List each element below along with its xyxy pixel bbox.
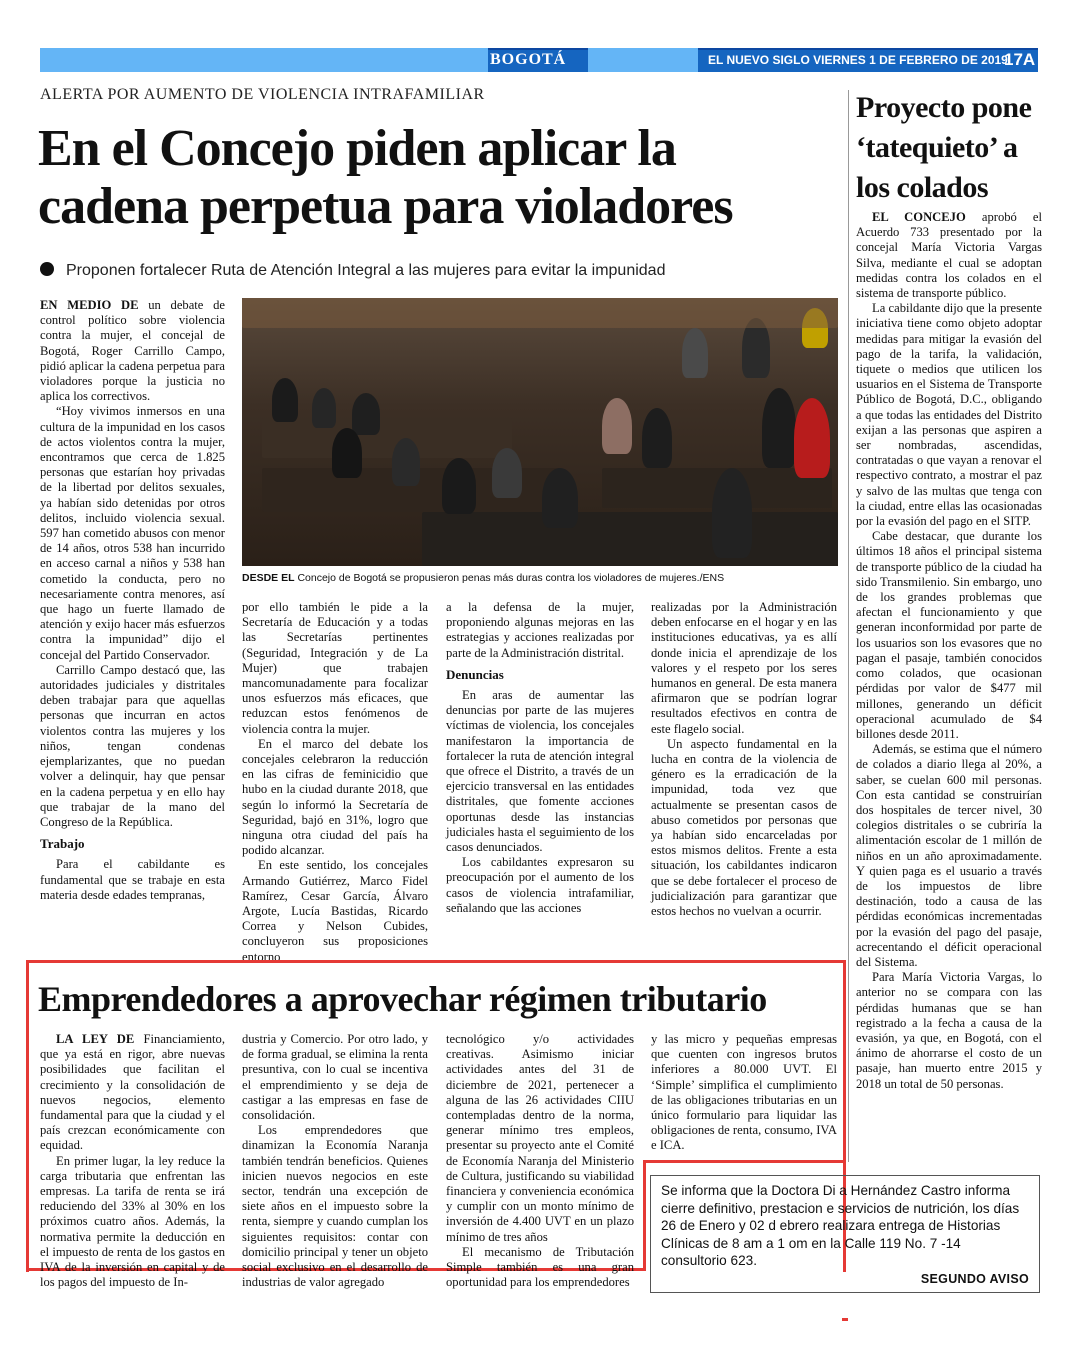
article-headline: En el Concejo piden aplicar la cadena perpetua para violadores (38, 120, 733, 235)
emprendedores-column-4 (651, 1032, 837, 1156)
article-paragraph: realizadas por la Administración deben enfocarse en el hogar y en las instituciones educativas, ya es allí donde inicia el aprendizaje de los valores y el respeto por los seres humanos en general. De esta manera afirmaron que se podrían lograr resultados efectivos en contra de este flagelo social. (651, 600, 837, 736)
article-paragraph: dustria y Comercio. Por otro lado, y de forma gradual, se elimina la renta presuntiva, con lo cual se incentiva el emprendimiento y se deja de castigar a las empresas en fase de consolidación. (242, 1032, 428, 1123)
article-paragraph: La cabildante dijo que la presente iniciativa tiene como objeto adoptar medidas para mitigar la evasión del pago de la tarifa, la validación, tiquete o medios que utilicen los usuarios en el Sistema de Transporte Público de Bogotá, D.C., obligando a que todas las entidades del Distrito exijan a las personas que aspiren a ser nombradas, ascendidas, contratadas o que vayan a renovar el respectivo contrato, a mostrar el paz y salvo de las multas que tenga con la ciudad, entre ellas las ocasionadas por la evasión del pago en el SITP. (856, 301, 1042, 529)
section-header-band-left (40, 48, 488, 72)
sidebar-headline: Proyecto pone ‘tatequieto’ a los colados (856, 91, 1032, 204)
article-subhead-text: Proponen fortalecer Ruta de Atención Integral a las mujeres para evitar la impunidad (66, 262, 666, 279)
article-paragraph: En este sentido, los concejales Armando Gutiérrez, Marco Fidel Ramírez, Cesar García, Álvaro Argote, Lucía Bastidas, Ricardo Correa y Nelson Cubides, concluyeron sus proposiciones entorno (242, 858, 428, 964)
emprendedores-column-3 (446, 1032, 634, 1290)
article-paragraph: y las micro y pequeñas empresas que cuenten con ingresos brutos inferiores a 80.000 UVT. El ‘Simple’ simplifica el cumplimiento de las obligaciones tributarias en un único formulario para liquidar las obligaciones de renta, consumo, IVA e ICA. (651, 1032, 837, 1153)
notice-text: Se informa que la Doctora Di a Hernández Castro informa cierre definitivo, prestacion e servicios de nutrición, los días 26 de Enero y 02 d ebrero realizara entrega de Historias Clínicas de 8 am a 1 om en la Calle 119 No. 7 -14 consultorio 623. (661, 1183, 1020, 1268)
article-paragraph: En aras de aumentar las denuncias por parte de las mujeres víctimas de violencia, los concejales manifestaron la importancia de fortalecer la ruta de atención integral que ofrece el Distrito, a través de un ejercicio transversal en las entidades distritales, que fomente acciones oportunas desde las instancias judiciales hasta el seguimiento de los casos denunciados. (446, 688, 634, 855)
notice-signature: SEGUNDO AVISO (920, 1271, 1029, 1286)
article-paragraph: Para María Victoria Vargas, lo anterior no se compara con las pérdidas humanas que se han registrado a la fecha a causa de la evasión, ya que, en Bogotá, con el ánimo de ahorrarse el costo de un pasaje, han muerto entre 2015 y 2018 un total de 50 personas. (856, 970, 1042, 1091)
highlight-box-edge (843, 960, 846, 1163)
article-paragraph: En primer lugar, la ley reduce la carga tributaria que enfrentan las empresas. La tarifa de renta se irá reduciendo del 33% al 30% en los próximos cuatro años. Además, la normativa permite la deducción en el impuesto de renta de los gastos en IVA de la inversión en capital y de los pagos del impuesto de In- (40, 1153, 225, 1290)
article-paragraph: “Hoy vivimos inmersos en una cultura de la impunidad en los casos de actos violentos contra la mujer, encontramos que cerca de 1.825 personas que estarían hoy privadas de la libertad por delitos sexuales, ya habían sido detenidas por otros delitos, incluido violencia sexual. 597 han cometido abusos con menor de 14 años, otros 538 han incurrido en acceso carnal a niños y 538 han cometido la conducta, pero no necesariamente contra menores, así que hago un fuerte llamado de atención y exijo hacer más esfuerzos contra la impunidad” dijo el concejal del Partido Conservador. (40, 404, 225, 662)
classified-notice (650, 1175, 1040, 1293)
article-paragraph: El mecanismo de Tributación Simple también es una gran oportunidad para los emprendedores (446, 1244, 634, 1290)
article-paragraph: Un aspecto fundamental en la lucha en contra de la violencia de género es la erradicación de la impunidad, toda vez que actualmente se presentan casos de abuso cometidos por personas que ya habían sido encarceladas por estos mismos delitos. Frente a esta situación, los cabildantes indicaron que se debe fortalecer el proceso de judicialización para garantizar que estos hechos no vuelvan a ocurrir. (651, 736, 837, 919)
article-lead: EN MEDIO DE (40, 298, 139, 312)
page-number: 17A (1004, 50, 1036, 69)
sidebar-body (856, 210, 1042, 1160)
highlight-mark (842, 1318, 848, 1321)
article-subhead (40, 262, 665, 280)
article-subheading: Denuncias (446, 666, 504, 682)
section-name: BOGOTÁ (490, 51, 567, 68)
sidebar-divider (848, 90, 849, 1162)
council-session-photo (242, 298, 838, 566)
article-paragraph: por ello también le pide a la Secretaría de Educación y a todas las Secretarías pertinentes (Seguridad, Integración y de La Mujer) que trabajen mancomunadamente para focalizar unos esfuerzos más eficaces, que reduzcan estos fenómenos de violencia contra la mujer. (242, 600, 428, 736)
article-paragraph (40, 1032, 225, 1154)
article-paragraph: a la defensa de la mujer, proponiendo algunas mejoras en las estrategias y acciones realizadas por parte de la Administración distrital. (446, 600, 634, 660)
bullet-icon (40, 262, 54, 276)
article-kicker: ALERTA POR AUMENTO DE VIOLENCIA INTRAFAMILIAR (40, 86, 485, 103)
article-column-3 (446, 600, 634, 952)
article-paragraph: Los cabildantes expresaron su preocupación por el aumento de los casos de violencia intrafamiliar, señalando que las acciones (446, 855, 634, 915)
paragraph-text: un debate de control político sobre violencia contra la mujer, el concejal de Bogotá, Roger Carrillo Campo, pidió aplicar la cadena perpetua para violadores porque la justicia no aplica los correctivos. (40, 298, 225, 404)
article-column-4 (651, 600, 837, 952)
section-header-band-mid (588, 48, 698, 72)
article-lead: LA LEY DE (56, 1032, 135, 1046)
article-paragraph: Para el cabildante es fundamental que se trabaje en esta materia desde edades tempranas, (40, 857, 225, 902)
photo-caption (242, 572, 724, 584)
article-paragraph: Carrillo Campo destacó que, las autoridades judiciales y distritales deben trabajar para que aquellas personas que incurran en actos violentos contra las mujeres y los niños, tengan condenas ejemplarizantes, que no puedan volver a delinquir, hay que pensar en la cadena perpetua y en ello hay que trabajar de la mano del Congreso de la República. (40, 662, 225, 829)
emprendedores-headline: Emprendedores a aprovechar régimen tributario (38, 979, 767, 1019)
article-column-2 (242, 600, 428, 964)
emprendedores-column-2 (242, 1032, 428, 1290)
article-paragraph: tecnológico y/o actividades creativas. Asimismo iniciar actividades antes del 31 de diciembre de 2021, pertenecer a alguna de las 26 actividades CIIU contempladas dentro de la norma, generar mínimo tres empleos, presentar su proyecto ante el Comité de Economía Naranja del Ministerio de Cultura, justificando su viabilidad financiera y conveniencia económica y cumplir con un monto mínimo de inversión de 4.400 UVT en un plazo mínimo de tres años (446, 1032, 634, 1244)
article-paragraph: Cabe destacar, que durante los últimos 18 años el principal sistema de transporte público de la ciudad ha sido Transmilenio. Sin embargo, uno de los grandes problemas que afectan el funcionamiento y que generan inconformidad por parte de los usuarios son los evasores que no pagan el pasaje, también conocidos como colados, que ocasionan pérdidas por valor de $477 mil millones, generando un déficit operacional acumulado de $4 billones desde 2011. (856, 529, 1042, 741)
article-lead: EL CONCEJO (872, 210, 966, 224)
article-paragraph: Los emprendedores que dinamizan la Economía Naranja también tendrán beneficios. Quienes inicien nuevos negocios en este sector, tendrán una excepción de siete años en el impuesto sobre la renta, siempre y cuando cumplan los siguientes requisitos: contar con domicilio principal y tener un objeto social exclusivo en el desarrollo de industrias de valor agregado (242, 1123, 428, 1290)
article-paragraph (40, 298, 225, 404)
article-paragraph: En el marco del debate los concejales celebraron la reducción en las cifras de feminicidio que hubo en la ciudad durante 2018, que según lo informó la Secretaría de Seguridad, bajó en 31%, logro que ninguna otra ciudad del país ha podido alcanzar. (242, 736, 428, 858)
newspaper-date: EL NUEVO SIGLO VIERNES 1 DE FEBRERO DE 2019 (708, 53, 1008, 67)
emprendedores-column-1 (40, 1032, 225, 1290)
caption-text: Concejo de Bogotá se propusieron penas más duras contra los violadores de mujeres./ENS (297, 572, 725, 584)
article-column-1 (40, 298, 225, 952)
article-paragraph (856, 210, 1042, 301)
highlight-box-edge (643, 1160, 846, 1163)
caption-lead: DESDE EL (242, 572, 295, 584)
highlight-box-edge (643, 1160, 646, 1271)
paragraph-text: aprobó el Acuerdo 733 presentado por la concejal María Victoria Vargas Silva, mediante el cual se adoptan medidas contra los colados en el sistema de transporte público. (856, 210, 1042, 301)
article-paragraph: Además, se estima que el número de colados a diario llega al 20%, a saber, se cuelan 600 mil personas. Con esta cantidad se construirían dos hospitales de tercer nivel, 30 colegios distritales o se cubriría la alimentación escolar de 1 millón de niños en un año aproximadamente. Y quien paga es el usuario a través de los impuestos de libre destinación, todo a causa de las pérdidas económicas incrementadas por la evasión del pago del pasaje, acrecentando el déficit operacional del Sistema. (856, 742, 1042, 969)
paragraph-text: Financiamiento, que ya está en rigor, abre nuevas posibilidades que facilitan el crecimiento y la consolidación de nuevos negocios, elemento fundamental para que la ciudad y el país crezcan económicamente con equidad. (40, 1032, 225, 1153)
article-subheading: Trabajo (40, 836, 85, 852)
